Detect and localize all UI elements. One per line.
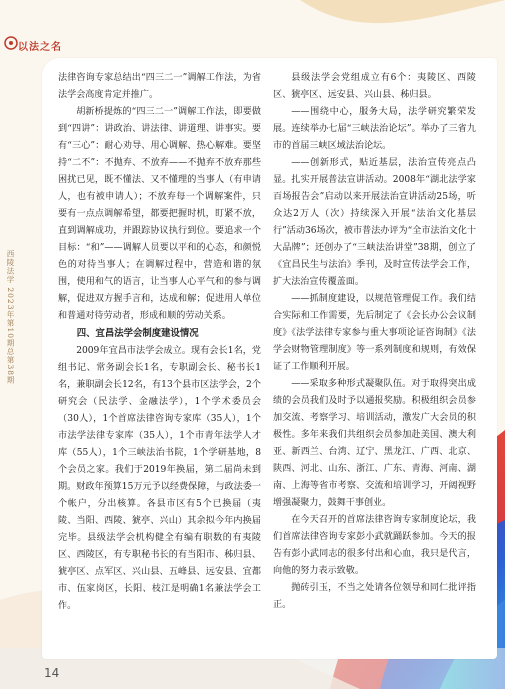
logo-icon — [4, 36, 18, 50]
side-publication-label: 西陵法学 2023年第10期总第38期 — [6, 250, 15, 385]
paragraph: 抛砖引玉，不当之处请各位领导和同仁批评指正。 — [273, 583, 476, 610]
page-number: 14 — [44, 666, 60, 680]
paragraph: ——采取多种形式凝聚队伍。对于取得突出成绩的会员我们及时予以通报奖励。积极组织会员参加交流、考察学习、培训活动，激发广大会员的积极性。多年来我们共组织会员参加赴美国、澳大利亚、新西兰、台湾、辽宁、黑龙江、广西、北京、陕西、河北、山东、浙江、广东、青海、河南、湖南、上海等省市考察、交流和培训学习，开阔视野增强凝聚力，鼓舞干事创业。 — [273, 379, 476, 508]
paragraph: ——围绕中心，服务大局，法学研究繁荣发展。连续举办七届“三峡法治论坛”。举办了三省九市的首届三峡区域法治论坛。 — [273, 107, 476, 151]
paragraph: ——创新形式，贴近基层，法治宣传亮点凸显。扎实开展普法宣讲活动。2008年“湖北法学家百场报告会”启动以来开展法治宣讲活动25场，听众达2万人（次）持续深入开展“法治文化基层行”活动36场次，被市普法办评为“全市法治文化十大品牌”；还创办了“三峡法治讲堂”38期，创立了《宜昌民生与法治》季刊，及时宣传法学会工作，扩大法治宣传覆盖面。 — [273, 158, 476, 287]
section-heading: 四、宜昌法学会制度建设情况 — [76, 328, 199, 339]
paragraph: 县级法学会党组成立有6个：夷陵区、西陵区、猇亭区、远安县、兴山县、秭归县。 — [273, 73, 476, 100]
paragraph: ——抓制度建设，以规范管理促工作。我们结合实际和工作需要，先后制定了《会长办公会议制度》《法学法律专家参与重大事项论证咨询制》《法学会财物管理制度》等一系列制度和规则，有效保证了工作顺利开展。 — [273, 294, 476, 372]
right-column — [273, 70, 476, 614]
left-column — [58, 70, 261, 615]
header-logo-text: 以法之名 — [18, 42, 62, 53]
paragraph: 法律咨询专家总结出“四三二一”调解工作法，为省法学会高度肯定并推广。 — [58, 73, 261, 100]
paragraph: 胡新桥提炼的“四三二一”调解工作法，即要做到“四讲”：讲政治、讲法律、讲道理、讲事实。要有“三心”：耐心劝导、用心调解、热心解难。要坚持“二不”：不抛弃、不放弃——不抛弃不放弃那些困扰已见，既不懂法、又不懂理的当事人（有申请人，也有被申请人）；不放弃每一个调解案件，只要有一点点调解希望，都要把握时机，盯紧不放，直到调解成功，并跟踪协议执行到位。要追求一个目标：“和”——调解人员要以平和的心态，和颜悦色的对待当事人；在调解过程中，营造和谐的氛围，使用和气的语言，让当事人心平气和的参与调解，促进双方握手言和，达成和解；促进用人单位和普通对待劳动者，形成和顺的劳动关系。 — [58, 107, 261, 321]
paragraph: 2009年宜昌市法学会成立。现有会长1名，党组书记、常务副会长1名，专职副会长、秘书长1名，兼职副会长12名，有13个县市区法学会，2个研究会（民法学、金融法学），1个学术委员会（30人），1个首席法律咨询专家库（35人），1个市法学法律专家库（35人），1个市青年法学人才库（55人），1个三峡法治书院，1个学研基地，8个会员之家。我们于2019年换届，第二届尚未到期。财政年预算15万元予以经费保障，与政法委一个帐户，分出核算。各县市区有5个已换届（夷陵、当阳、西陵、猇亭、兴山）其余拟今年内换届完毕。县级法学会机构健全有编有职数的有夷陵区、西陵区，有专职秘书长的有当阳市、秭归县、猇亭区、点军区、兴山县、五峰县、远安县、宜都市、伍家岗区，长阳、枝江是明确1名兼法学会工作。 — [58, 346, 261, 611]
paragraph: 在今天召开的首席法律咨询专家制度论坛，我们首席法律咨询专家彭小武就踊跃参加。今天的报告有彭小武同志的很多付出和心血，我只是代言，向他的努力表示致敬。 — [273, 515, 476, 576]
